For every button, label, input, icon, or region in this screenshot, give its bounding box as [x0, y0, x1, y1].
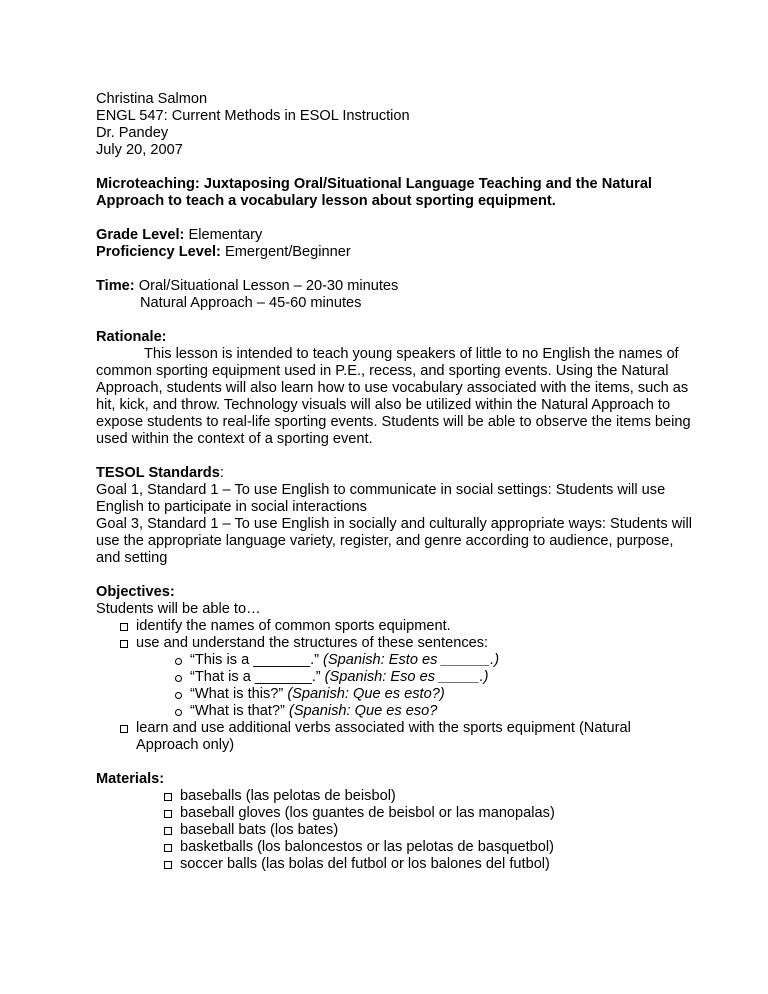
- grade-level: Grade Level: Elementary: [96, 227, 263, 243]
- list-item: baseballs (las pelotas de beisbol): [96, 788, 696, 805]
- rationale-text: This lesson is intended to teach young speakers of little to no English the names of common sporting equipment used in P.E., recess, and sporting events. Using the Natural Approach, students will also learn how to use vocabulary associated with the items, such as hit, kick, and throw. Technology visuals will also be utilized within the Natural Approach to expose students to real-life sporting events. Students will be able to observe the items being used within the context of a sporting event.: [96, 346, 691, 447]
- checkbox-bullet-icon: [164, 827, 172, 835]
- date: July 20, 2007: [96, 142, 183, 158]
- time-natural: Natural Approach – 45-60 minutes: [140, 295, 362, 311]
- checkbox-bullet-icon: [164, 844, 172, 852]
- list-item: “What is that?” (Spanish: Que es eso?: [96, 703, 696, 720]
- list-item: basketballs (los baloncestos or las pelotas de basquetbol): [96, 839, 696, 856]
- list-item: “This is a _______.” (Spanish: Esto es ______.): [96, 652, 696, 669]
- checkbox-bullet-icon: [120, 640, 128, 648]
- circle-bullet-icon: [175, 709, 182, 716]
- lesson-title: Microteaching: Juxtaposing Oral/Situational Language Teaching and the Natural Approach to teach a vocabulary lesson about sporting equipment.: [96, 176, 652, 209]
- list-item: learn and use additional verbs associated with the sports equipment (Natural Approach only): [96, 720, 696, 754]
- course: ENGL 547: Current Methods in ESOL Instruction: [96, 108, 410, 124]
- checkbox-bullet-icon: [164, 861, 172, 869]
- proficiency-level: Proficiency Level: Emergent/Beginner: [96, 244, 351, 260]
- sentence-structures-list: [96, 652, 696, 720]
- list-item: baseball gloves (los guantes de beisbol or las manopalas): [96, 805, 696, 822]
- objectives-intro: Students will be able to…: [96, 601, 261, 617]
- list-item: “That is a _______.” (Spanish: Eso es _____.): [96, 669, 696, 686]
- checkbox-bullet-icon: [164, 793, 172, 801]
- checkbox-bullet-icon: [120, 725, 128, 733]
- author: Christina Salmon: [96, 91, 208, 107]
- circle-bullet-icon: [175, 692, 182, 699]
- list-item: identify the names of common sports equipment.: [96, 618, 696, 635]
- list-item: “What is this?” (Spanish: Que es esto?): [96, 686, 696, 703]
- objectives-list: [96, 618, 696, 652]
- tesol-goal-3: Goal 3, Standard 1 – To use English in socially and culturally appropriate ways: Students will use the appropriate language variety, register, and genre according to audience, purpose, and setting: [96, 516, 692, 566]
- tesol-heading: TESOL Standards:: [96, 465, 224, 481]
- circle-bullet-icon: [175, 658, 182, 665]
- time: Time: Oral/Situational Lesson – 20-30 minutes: [96, 278, 399, 294]
- materials-list: [96, 788, 696, 873]
- tesol-goal-1: Goal 1, Standard 1 – To use English to communicate in social settings: Students will use English to participate in social interactions: [96, 482, 666, 515]
- document-page: [96, 91, 696, 873]
- checkbox-bullet-icon: [164, 810, 172, 818]
- list-item: soccer balls (las bolas del futbol or los balones del futbol): [96, 856, 696, 873]
- list-item: baseball bats (los bates): [96, 822, 696, 839]
- circle-bullet-icon: [175, 675, 182, 682]
- checkbox-bullet-icon: [120, 623, 128, 631]
- instructor: Dr. Pandey: [96, 125, 169, 141]
- materials-heading: Materials:: [96, 771, 165, 787]
- list-item: use and understand the structures of these sentences:: [96, 635, 696, 652]
- rationale-heading: Rationale:: [96, 329, 167, 345]
- objectives-heading: Objectives:: [96, 584, 175, 600]
